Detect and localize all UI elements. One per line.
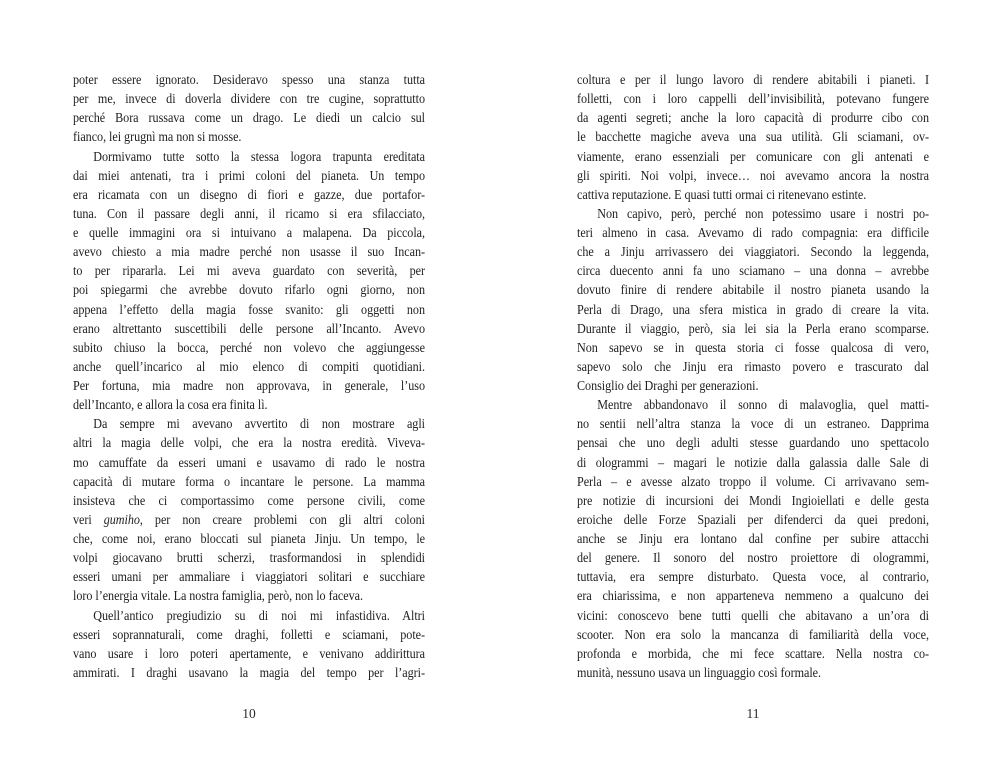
text-line: coltura e per il lungo lavoro di rendere abitabili i pianeti. I [577, 72, 929, 87]
text-line: anche quell’incarico al mio elenco di compiti quotidiani. [73, 358, 425, 374]
text-line: avevo chiesto a mia madre perché non usasse il suo Incan- [73, 244, 425, 260]
text-line: viamente, erano essenziali per comunicare con gli antenati e [577, 148, 929, 164]
text-line: Perla di Drago, una sfera mistica in grado di creare la vita. [577, 301, 929, 317]
text-line: folletti, con i loro cappelli dell’invisibilità, potevano fungere [577, 91, 929, 107]
text-line: e quelle immagini ora si intuivano a malapena. Da piccola, [73, 225, 425, 240]
page-number-left: 10 [242, 706, 256, 721]
text-line: perché Bora russava come un drago. Le diedi un calcio sul [73, 110, 425, 126]
text-line: appena l’effetto della magia fosse svanito: gli oggetti non [73, 301, 425, 317]
text-line: eroiche delle Forze Spaziali per difenderci da quei predoni, [577, 511, 929, 527]
text-line: di ologrammi – magari le notizie dalla galassia dalle Sale di [577, 454, 929, 470]
page-left-text-column [73, 70, 425, 682]
text-line: no sentii nell’altra stanza la voce di un estraneo. Dapprima [577, 416, 929, 432]
text-line: gli spiriti. Noi volpi, invece… noi avevamo ancora la nostra [577, 167, 929, 183]
text-line: Non capivo, però, perché non potessimo usare i nostri po- [597, 205, 929, 221]
text-line: Per fortuna, mia madre non approvava, in generale, l’uso [73, 378, 425, 393]
text-line: esseri umani per ammaliare i viaggiatori solitari e succhiare [73, 569, 425, 585]
text-line: che a Jinju arrivassero dei viaggiatori. Secondo la leggenda, [577, 244, 929, 260]
text-line: sapevo solo che Jinju era rimasto povero e trascurato dal [577, 358, 929, 374]
text-line: loro l’energia vitale. La nostra famiglia, però, non lo faceva. [73, 588, 363, 604]
text-line: dovuto finire di rendere abitabile il nostro pianeta usando la [577, 282, 929, 298]
text-line: subito chiuso la bocca, perché non volevo che aggiungesse [73, 339, 425, 355]
text-line: to per ripararla. Lei mi aveva guardato con severità, per [73, 263, 425, 279]
text-line: Dormivamo tutte sotto la stessa logora trapunta ereditata [93, 148, 426, 164]
text-line: capacità di mutare forma o incantare le persone. La mamma [73, 473, 425, 489]
text-line: volpi giocavano brutti scherzi, trasformandosi in splendidi [73, 550, 425, 566]
text-line: mo camuffate da esseri umani e usavamo di rado le nostra [73, 454, 425, 470]
text-line: Perla – e avesse alzato troppo il volume. Ci arrivavano sem- [577, 473, 929, 489]
text-line: altri la magia delle volpi, che era la nostra eredità. Viveva- [73, 435, 425, 451]
text-line: munità, nessuno usava un linguaggio così formale. [577, 664, 822, 680]
text-line: circa duecento anni fa uno sciamano – una donna – avrebbe [577, 263, 929, 279]
text-line: anche se Jinju era lontano dal confine per subire attacchi [577, 531, 929, 546]
text-line: Non sapevo se in questa storia ci fosse qualcosa di vero, [577, 339, 929, 355]
text-line: pensai che uno degli adulti stesse guardando uno spettacolo [577, 435, 929, 451]
text-line: poi spiegarmi che avrebbe dovuto rifarlo ogni giorno, non [73, 282, 425, 298]
text-line: scooter. Non era solo la mancanza di familiarità della voce, [577, 626, 929, 642]
page-number-right: 11 [746, 706, 760, 721]
text-line: ammirati. I draghi usavano la magia del tempo per l’agri- [73, 664, 425, 680]
text-line: vicini: conoscevo bene tutti quelli che abitavano a un’ora di [577, 607, 929, 623]
text-line: pre notizie di incursioni dei Mondi Ingioiellati e delle gesta [577, 492, 929, 508]
text-line: teri almeno in casa. Avevamo di rado compagnia: era difficile [577, 225, 929, 240]
text-line: che, come noi, erano bloccati sul pianeta Jinju. Un tempo, le [73, 531, 425, 546]
text-line: Da sempre mi avevano avvertito di non mostrare agli [93, 416, 426, 432]
text-line: Quell’antico pregiudizio su di noi mi infastidiva. Altri [93, 607, 426, 623]
text-line: era chiarissima, e non apparteneva nemmeno a qualcuno dei [577, 588, 929, 604]
text-line: erano altrettanto suscettibili delle persone all’Incanto. Avevo [73, 320, 425, 336]
text-line: Durante il viaggio, però, sia lei sia la Perla erano scomparse. [577, 320, 929, 336]
text-line: per me, invece di doverla dividere con tre cugine, soprattutto [73, 91, 425, 107]
text-line: tuttavia, era sempre disturbato. Questa voce, al contrario, [577, 569, 929, 585]
text-line: dell’Incanto, e allora la cosa era finita lì. [73, 397, 268, 413]
text-line: poter essere ignorato. Desideravo spesso una stanza tutta [73, 72, 425, 87]
text-line: da agenti segreti; anche la loro capacità di produrre cibo con [577, 110, 929, 126]
text-line: insisteva che ci comportassimo come persone civili, come [73, 492, 425, 508]
text-line: Consiglio dei Draghi per generazioni. [577, 378, 759, 393]
text-line: era ricamata con un disegno di fiori e gazze, due portafor- [73, 186, 425, 202]
text-line: dai miei antenati, tra i primi coloni del pianeta. Un tempo [73, 167, 425, 183]
text-line: esseri soprannaturali, come draghi, folletti e sciamani, pote- [73, 626, 425, 642]
text-line: veri gumiho, per non creare problemi con gli altri coloni [73, 511, 425, 527]
text-line: cattiva reputazione. E quasi tutti ormai ci ritenevano estinte. [577, 186, 867, 202]
text-line: tuna. Con il passare degli anni, il ricamo si era sfilacciato, [73, 205, 425, 221]
text-line: le bacchette magiche aveva una sua utilità. Gli sciamani, ov- [577, 129, 929, 145]
text-line: profonda e morbida, che mi fece scattare. Nella nostra co- [577, 645, 929, 661]
text-line: fianco, lei grugnì ma non si mosse. [73, 129, 242, 145]
text-line: del genere. Il sonoro del nostro proiettore di ologrammi, [577, 550, 929, 566]
page-right-text-column [577, 70, 929, 682]
text-line: vano usare i loro poteri apertamente, e venivano addirittura [73, 645, 425, 661]
text-line: Mentre abbandonavo il sonno di malavoglia, quel matti- [597, 397, 929, 413]
